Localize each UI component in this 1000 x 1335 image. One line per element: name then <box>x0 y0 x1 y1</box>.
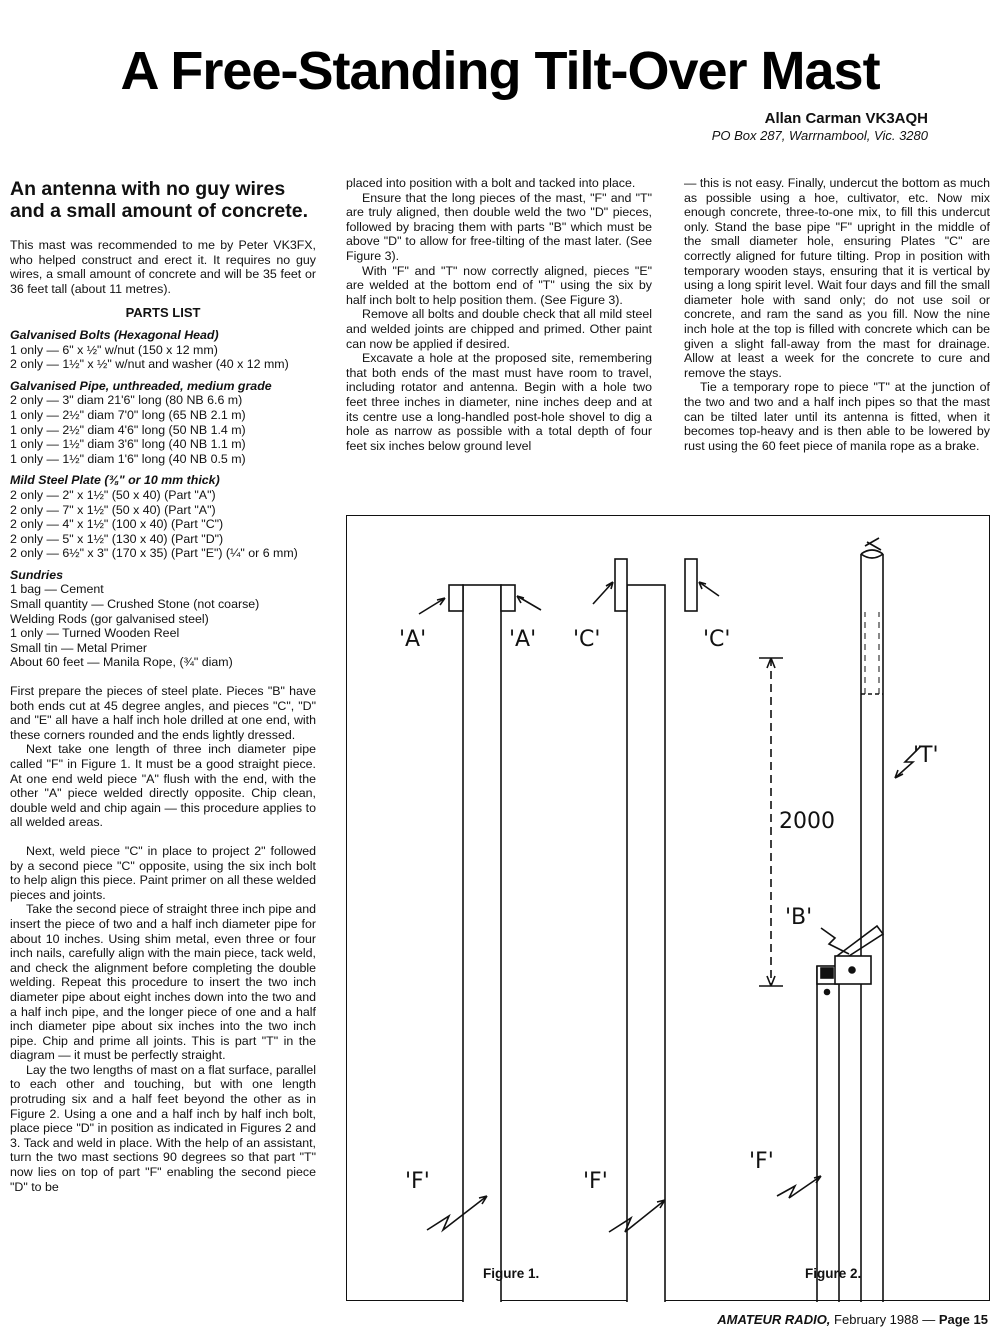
body-paragraph: Next take one length of three inch diameter pipe called "F" in Figure 1. It must be a good straight piece. At one end weld piece "A" flush with the end, with the other "A" piece welded directly opposite. Chip clean, double weld and chip again — this procedure applies to all welded areas. <box>10 742 316 830</box>
label-a-right: 'A' <box>509 627 537 652</box>
parts-item: 2 only — 6½" x 3" (170 x 35) (Part "E") (¼" or 6 mm) <box>10 546 298 561</box>
page-footer <box>717 1312 988 1328</box>
parts-item: 2 only — 4" x 1½" (100 x 40) (Part "C") <box>10 517 224 532</box>
label-a-left: 'A' <box>399 627 427 652</box>
parts-item: Small quantity — Crushed Stone (not coarse) <box>10 597 260 612</box>
intro-paragraph: This mast was recommended to me by Peter VK3FX, who helped construct and erect it. It requires no guy wires, a small amount of concrete and will be 35 feet or 36 feet tall (about 11 metres). <box>10 238 316 296</box>
figure-1-pipe <box>419 585 541 1302</box>
body-paragraph: Ensure that the long pieces of the mast, "F" and "T" are truly aligned, then double weld the two "D" pieces, followed by bracing them with parts "B" which must be above "D" to allow for free-tilting of the mast later. (See Figure 3). <box>346 190 652 263</box>
body-paragraph: Excavate a hole at the proposed site, remembering that both ends of the mast must have room to travel, including rotator and antenna. Begin with a hole two feet three inches in diameter, nine inches deep and at its centre use a long-handled post-hole shovel to dig a hole as narrow as possible with a total depth of four feet six inches below ground level <box>346 351 652 453</box>
body-paragraph: Next, weld piece "C" in place to project 2" followed by a second piece "C" opposite, using the six inch bolt to help align this piece. Paint primer on all these welded pieces and joints. <box>10 843 316 902</box>
parts-item: 1 only — 6" x ½" w/nut (150 x 12 mm) <box>10 342 218 357</box>
dimension-label: 2000 <box>779 809 835 834</box>
parts-group-heading: Galvanised Pipe, unthreaded, medium grade <box>10 378 272 393</box>
figure-2-caption: Figure 2. <box>805 1266 862 1281</box>
parts-item: 2 only — 2" x 1½" (50 x 40) (Part "A") <box>10 487 216 502</box>
parts-item: 2 only — 5" x 1½" (130 x 40) (Part "D") <box>10 531 224 546</box>
parts-list-title: PARTS LIST <box>125 305 201 321</box>
body-paragraph: Lay the two lengths of mast on a flat surface, parallel to each other and touching, but with one length protruding six and a half feet beyond the other as in Figure 2. Using a one and a half inch by half inch bolt, place piece "D" in position as indicated in Figures 2 and 3. Tack and weld in place. With the help of an assistant, turn the two mast sections 90 degrees so that part "T" now lies on top of part "F" enabling the second piece "D" to be <box>10 1062 316 1194</box>
author-name: Allan Carman VK3AQH <box>764 110 928 127</box>
figure-2-pipe <box>593 559 719 1302</box>
figure-2-mast <box>759 538 921 1302</box>
body-paragraph: placed into position with a bolt and tacked into place. <box>346 176 636 190</box>
figure-panel <box>346 515 990 1301</box>
column-1 <box>10 178 316 1194</box>
label-t: 'T' <box>913 743 939 768</box>
figure-drawing <box>347 516 991 1302</box>
body-paragraph: — this is not easy. Finally, undercut the bottom as much as possible using a hoe, cultivator, etc. Now mix enough concrete, three-to-one mix, to fill this undercut only. Stand the base pipe "F" upright in the middle of the small diameter hole, ensuring Plates "C" are correctly aligned for future tilting. Prop in position with temporary wooden stays, ensuring that it is vertical by using a long spirit level. Wait four days and fill the small diameter hole with sand only; do not use soil or concrete, and ram the sand as you fill. Now the nine inch hole at the top is filled with concrete which can be given a slight fall-away from the mast for drainage. Allow at least a week for the concrete to cure and remove the stays. <box>684 176 991 380</box>
parts-item: 2 only — 3" diam 21'6" long (80 NB 6.6 m) <box>10 393 243 408</box>
issue-date: February 1988 — <box>834 1312 936 1327</box>
label-c-left: 'C' <box>573 627 601 652</box>
parts-group-heading: Sundries <box>10 567 64 582</box>
column-2 <box>346 176 652 453</box>
label-c-right: 'C' <box>703 627 731 652</box>
parts-item: Small tin — Metal Primer <box>10 640 148 655</box>
label-b: 'B' <box>785 905 813 930</box>
body-paragraph: With "F" and "T" now correctly aligned, pieces "E" are welded at the bottom end of "T" using the six by half inch bolt to help position them. (See Figure 3). <box>346 263 652 307</box>
parts-item: 2 only — 7" x 1½" (50 x 40) (Part "A") <box>10 502 216 517</box>
parts-item: 1 only — 1½" diam 1'6" long (40 NB 0.5 m) <box>10 451 246 466</box>
byline <box>712 110 928 144</box>
figure-1-caption: Figure 1. <box>483 1266 540 1281</box>
body-paragraph: Remove all bolts and double check that all mild steel and welded joints are chipped and primed. Other paint can now be applied if desired. <box>346 307 652 351</box>
parts-item: 2 only — 1½" x ½" w/nut and washer (40 x 12 mm) <box>10 357 289 372</box>
body-paragraph: Tie a temporary rope to piece "T" at the junction of the two and two and a half inch pipes so that the mast can be tilted later until its antenna is fitted, when it becomes top-heavy and is then able to be lowered by rust using the 60 feet piece of manila rope as a brake. <box>684 380 990 453</box>
parts-item: 1 only — Turned Wooden Reel <box>10 626 180 641</box>
article-title: A Free-Standing Tilt-Over Mast <box>120 41 880 101</box>
parts-item: 1 bag — Cement <box>10 582 104 597</box>
parts-item: 1 only — 2½" diam 4'6" long (50 NB 1.4 m) <box>10 422 246 437</box>
body-paragraph: Take the second piece of straight three inch pipe and insert the piece of two and a half inch diameter pipe for about 10 inches. Using shim metal, even three or four inch nails, carefully align with the main piece, tack weld, and check the alignment before completing the double welding. Repeat this procedure to insert the two inch diameter pipe about eight inches down into the two and a half inch pipe, and the longer piece of one and a half inch diameter pipe about six inches into the two inch pipe. Chip and prime all joints. This is part "T" in the diagram — it must be perfectly straight. <box>10 902 316 1063</box>
parts-item: 1 only — 1½" diam 3'6" long (40 NB 1.1 m) <box>10 437 246 452</box>
parts-group-heading: Mild Steel Plate (⅜" or 10 mm thick) <box>10 473 220 488</box>
parts-group-heading: Galvanised Bolts (Hexagonal Head) <box>10 327 219 342</box>
parts-item: 1 only — 2½" diam 7'0" long (65 NB 2.1 m) <box>10 407 246 422</box>
column-3 <box>684 176 990 453</box>
body-paragraph: First prepare the pieces of steel plate. Pieces "B" have both ends cut at 45 degree angles, and pieces "C", "D" and "E" all have a half inch hole drilled at one end, with these corners rounded and the ends lightly dressed. <box>10 684 316 742</box>
magazine-name: AMATEUR RADIO, <box>717 1312 831 1327</box>
label-f-2: 'F' <box>583 1169 608 1194</box>
page-number: Page 15 <box>938 1312 988 1327</box>
author-address: PO Box 287, Warrnambool, Vic. 3280 <box>711 128 928 143</box>
parts-item: About 60 feet — Manila Rope, (¾" diam) <box>10 655 233 670</box>
parts-item: Welding Rods (gor galvanised steel) <box>10 611 209 626</box>
label-f-1: 'F' <box>405 1169 430 1194</box>
label-f-3: 'F' <box>749 1149 774 1174</box>
article-subtitle: An antenna with no guy wires and a small amount of concrete. <box>10 178 308 222</box>
parts-list <box>10 328 316 670</box>
